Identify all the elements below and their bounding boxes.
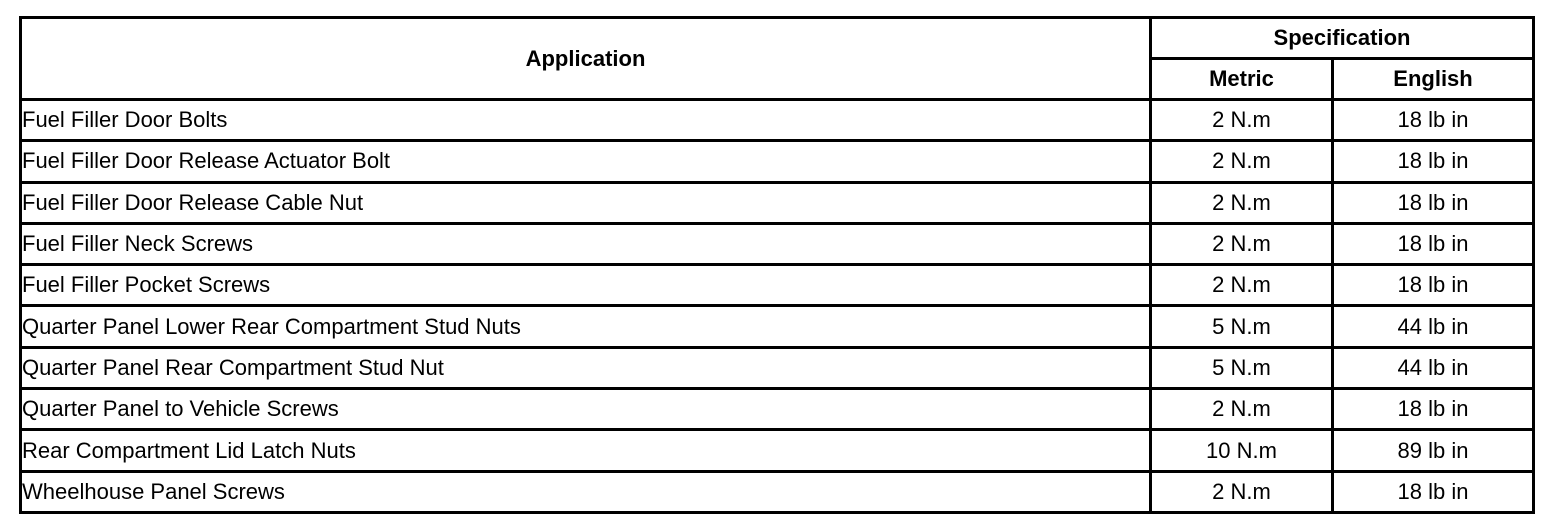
cell-english: 89 lb in — [1333, 430, 1534, 471]
cell-metric: 5 N.m — [1151, 347, 1333, 388]
cell-metric: 2 N.m — [1151, 389, 1333, 430]
table-row — [21, 265, 1534, 306]
torque-spec-table — [19, 16, 1535, 514]
table-row — [21, 389, 1534, 430]
table-row — [21, 430, 1534, 471]
cell-application: Quarter Panel to Vehicle Screws — [21, 389, 1151, 430]
cell-metric: 2 N.m — [1151, 141, 1333, 182]
cell-metric: 2 N.m — [1151, 223, 1333, 264]
cell-application: Fuel Filler Door Bolts — [21, 100, 1151, 141]
header-english: English — [1333, 59, 1534, 100]
cell-metric: 5 N.m — [1151, 306, 1333, 347]
cell-english: 44 lb in — [1333, 347, 1534, 388]
cell-metric: 2 N.m — [1151, 265, 1333, 306]
table-row — [21, 141, 1534, 182]
cell-application: Wheelhouse Panel Screws — [21, 471, 1151, 512]
cell-english: 18 lb in — [1333, 141, 1534, 182]
cell-application: Fuel Filler Pocket Screws — [21, 265, 1151, 306]
table-row — [21, 182, 1534, 223]
cell-english: 18 lb in — [1333, 265, 1534, 306]
table-row — [21, 347, 1534, 388]
table-row — [21, 306, 1534, 347]
cell-application: Quarter Panel Lower Rear Compartment Stud Nuts — [21, 306, 1151, 347]
cell-english: 18 lb in — [1333, 471, 1534, 512]
cell-english: 18 lb in — [1333, 182, 1534, 223]
cell-english: 18 lb in — [1333, 389, 1534, 430]
table-row — [21, 471, 1534, 512]
table-header — [21, 18, 1534, 100]
header-metric: Metric — [1151, 59, 1333, 100]
cell-application: Rear Compartment Lid Latch Nuts — [21, 430, 1151, 471]
cell-metric: 2 N.m — [1151, 100, 1333, 141]
cell-english: 18 lb in — [1333, 100, 1534, 141]
cell-application: Fuel Filler Neck Screws — [21, 223, 1151, 264]
cell-application: Quarter Panel Rear Compartment Stud Nut — [21, 347, 1151, 388]
cell-english: 18 lb in — [1333, 223, 1534, 264]
table-row — [21, 223, 1534, 264]
cell-metric: 10 N.m — [1151, 430, 1333, 471]
header-specification: Specification — [1151, 18, 1534, 59]
cell-metric: 2 N.m — [1151, 182, 1333, 223]
cell-metric: 2 N.m — [1151, 471, 1333, 512]
table-body — [21, 100, 1534, 513]
header-application: Application — [21, 18, 1151, 100]
cell-application: Fuel Filler Door Release Cable Nut — [21, 182, 1151, 223]
cell-english: 44 lb in — [1333, 306, 1534, 347]
cell-application: Fuel Filler Door Release Actuator Bolt — [21, 141, 1151, 182]
table-row — [21, 100, 1534, 141]
